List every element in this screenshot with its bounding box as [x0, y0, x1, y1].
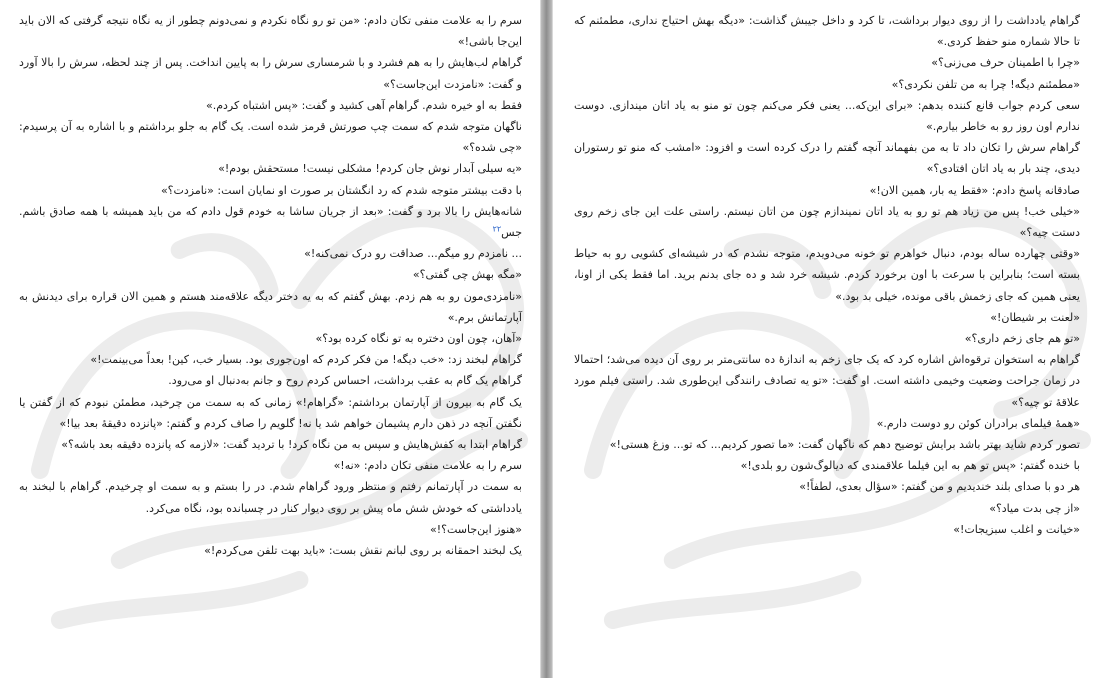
- paragraph: «مطمئنم دیگه! چرا به من تلفن نکردی؟»: [891, 77, 1080, 91]
- paragraph: فقط به او خیره شدم. گراهام آهی کشید و گفت: «پس اشتباه کردم.»: [206, 98, 522, 112]
- paragraph: یک لبخند احمقانه بر روی لبانم نقش بست: «باید بهت تلفن می‌کردم!»: [204, 544, 522, 558]
- book-gutter: [541, 0, 552, 678]
- paragraph: «آهان، چون اون دختره به تو نگاه کرده بود؟»: [315, 332, 522, 346]
- paragraph: صادقانه پاسخ دادم: «فقط یه بار، همین الان!»: [869, 183, 1080, 197]
- left-page: [0, 0, 541, 678]
- paragraph: «چرا با اطمینان حرف می‌زنی؟»: [931, 56, 1080, 70]
- left-page-text: [19, 10, 522, 561]
- paragraph: هر دو با صدای بلند خندیدیم و من گفتم: «سؤال بعدی، لطفاً!»: [799, 480, 1080, 494]
- paragraph: سرم را به علامت منفی تکان دادم: «نه!»: [333, 459, 522, 473]
- paragraph: ناگهان متوجه شدم که سمت چپ صورتش قرمز شده است. یک گام به جلو برداشتم و با اشاره به آن پرسیدم: «چی شده؟»: [19, 120, 522, 155]
- paragraph: گراهام سرش را تکان داد تا به من بفهماند آنچه گفتم را درک کرده است و افزود: «امشب که منو تو رستوران دیدی، چند بار به یاد اتان افتادی؟»: [574, 141, 1080, 176]
- paragraph: «از چی بدت میاد؟»: [989, 501, 1080, 515]
- paragraph: به سمت در آپارتمانم رفتم و منتظر ورود گراهام شدم. در را بستم و به سمت او چرخیدم. گراهام با لبخند به یادداشتی که خودش شش ماه پیش بر روی دیوار کنار در چسبانده بود، نگاه می‌کرد.: [19, 480, 522, 515]
- paragraph: «همهٔ فیلمای برادران کوئن رو دوست دارم.»: [876, 416, 1080, 430]
- paragraph: «لعنت بر شیطان!»: [990, 310, 1080, 324]
- paragraph: سعی کردم جواب قانع کننده بدهم: «برای این‌که... یعنی فکر می‌کنم چون تو منو به یاد اتان میندازی. دوست ندارم اون روز رو به خاطر بیارم.»: [574, 98, 1080, 134]
- paragraph: ... نامزدم رو میگم... صداقت رو درک نمی‌کنه!»: [304, 247, 522, 261]
- paragraph: «نامزدی‌مون رو به هم زدم. بهش گفتم که به یه دختر دیگه علاقه‌مند هستم و همین الان قراره برای دیدنش به آپارتمانش برم.»: [19, 289, 522, 324]
- paragraph: گراهام به استخوان ترقوه‌اش اشاره کرد که یک جای زخم به اندازهٔ ده سانتی‌متر بر روی آن دیده می‌شد؛ احتمالا در زمان جراحت وضعیت وخیمی داشته است. او گفت: «تو یه تصادف رانندگی این‌طوری شد. راستی فیلم مورد علاقهٔ تو چیه؟»: [574, 353, 1080, 409]
- paragraph: «خیانت و اغلب سبزیجات!»: [953, 522, 1080, 536]
- paragraph: «خیلی خب! پس من زیاد هم تو رو به یاد اتان نمیندازم چون من اتان نیستم. راستی علت این جای زخم روی دستت چیه؟»: [574, 204, 1080, 240]
- paragraph: سرم را به علامت منفی تکان دادم: «من تو رو نگاه نکردم و نمی‌دونم چطور از یه نگاه نتیجه گرفتی که الان باید این‌جا باشی!»: [19, 14, 522, 49]
- paragraph-with-footnote: [19, 201, 522, 243]
- paragraph-text: شانه‌هایش را بالا برد و گفت: «بعد از جریان ساشا به خودم قول دادم که من باید همیشه با همه صادق باشم. جس: [19, 204, 522, 240]
- right-page: [552, 0, 1103, 678]
- paragraph: «یه سیلی آبدار نوش جان کردم! مشکلی نیست! مستحقش بودم!»: [218, 162, 522, 176]
- paragraph: «تو هم جای زخم داری؟»: [964, 332, 1080, 346]
- paragraph: گراهام یک گام به عقب برداشت، احساس کردم روح و جانم به‌دنبال او می‌رود.: [168, 374, 522, 388]
- paragraph: گراهام ابتدا به کفش‌هایش و سپس به من نگاه کرد! با تردید گفت: «لازمه که پانزده دقیقه بعد باشه؟»: [61, 438, 522, 452]
- footnote-marker[interactable]: ۲۲: [492, 224, 502, 234]
- paragraph: تصور کردم شاید بهتر باشد برایش توضیح دهم که ناگهان گفت: «ما تصور کردیم... که تو... وزغ هستی!»: [609, 438, 1080, 452]
- paragraph: یک گام به بیرون از آپارتمان برداشتم: «گراهام!» زمانی که به سمت من چرخید، مطمئن نبودم که از گفتن یا نگفتن آنچه در ذهن دارم پشیمان خواهم شد یا نه! گلویم را صاف کردم و گفتم: «پانزده دقیقهٔ بعد بیا!»: [19, 395, 522, 430]
- paragraph: با دقت بیشتر متوجه شدم که رد انگشتان بر صورت او نمایان است: «نامزدت؟»: [160, 183, 522, 197]
- paragraph: گراهام لب‌هایش را به هم فشرد و با شرمساری سرش را به پایین انداخت. پس از چند لحظه، سرش را بالا آورد و گفت: «نامزدت این‌جاست؟»: [19, 56, 522, 91]
- paragraph: «مگه بهش چی گفتی؟»: [412, 268, 522, 282]
- paragraph: «وقتی چهارده ساله بودم، دنبال خواهرم تو خونه می‌دویدم، متوجه نشدم که در شیشه‌ای کشویی رو به حیاط بسته است؛ بنابراین با سرعت با اون برخورد کردم. شیشه خرد شد و ده جای بدنم برید. اما فقط یکی از اونا، یعنی همین که جای زخمش باقی مونده، خیلی بد بود.»: [574, 247, 1080, 303]
- paragraph: گراهام یادداشت را از روی دیوار برداشت، تا کرد و داخل جیبش گذاشت: «دیگه بهش احتیاج نداری، مطمئنم که تا حالا شماره منو حفظ کردی.»: [574, 14, 1080, 49]
- paragraph: با خنده گفتم: «پس تو هم به این فیلما علاقمندی که دیالوگ‌شون رو بلدی!»: [740, 459, 1080, 473]
- paragraph: «هنوز این‌جاست؟!»: [430, 522, 522, 536]
- paragraph: گراهام لبخند زد: «خب دیگه! من فکر کردم که اون‌جوری بود. بسیار خب، کین! بعداً می‌بینمت!»: [90, 353, 522, 367]
- right-page-text: [574, 10, 1080, 540]
